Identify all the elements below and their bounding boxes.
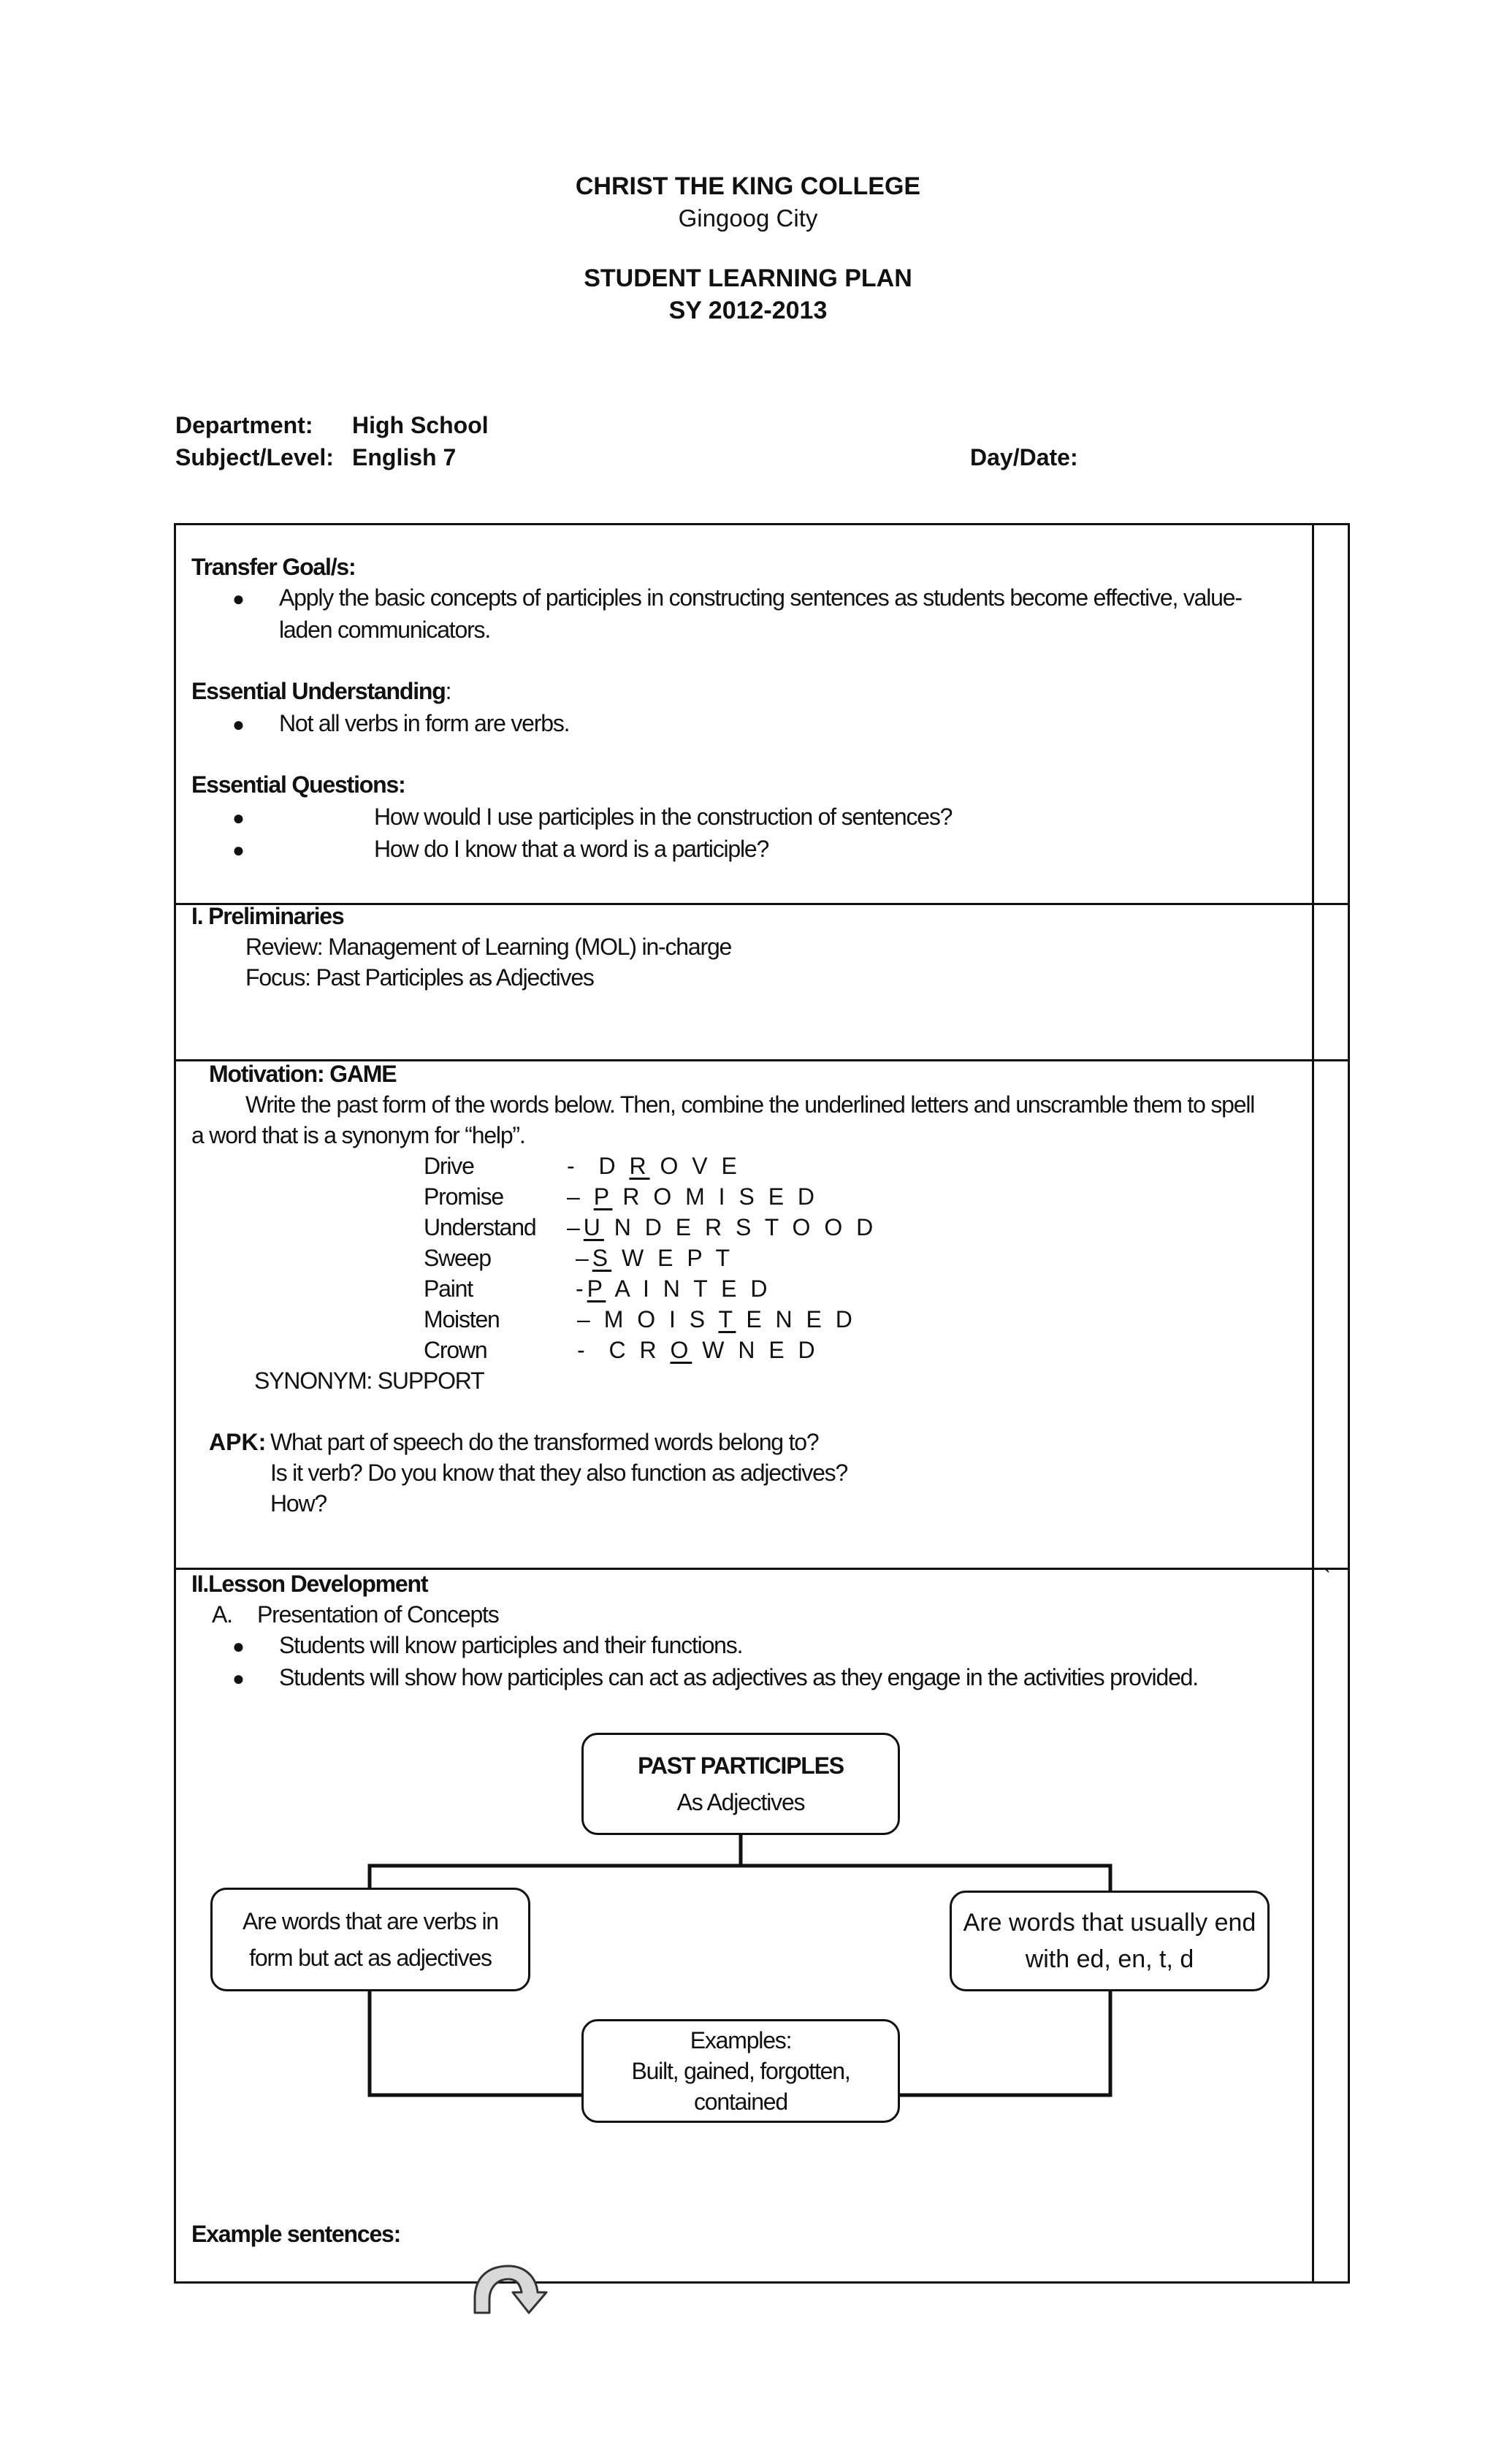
diagram-top-title: PAST PARTICIPLES [638,1752,844,1779]
answer-prefix: C R [608,1337,660,1363]
preliminaries-title: I. Preliminaries [191,903,344,929]
answer-underlined-letter: O [670,1337,692,1363]
apk-line-1: What part of speech do the transformed words belong to? [270,1429,819,1455]
game-separator: - [577,1337,589,1363]
curved-arrow-icon [468,2260,555,2319]
game-word-understand: Understand [424,1214,536,1240]
lesson-bullet-1: Students will know participles and their functions. [279,1632,743,1658]
essential-questions-title: Essential Questions: [191,771,405,798]
presentation-of-concepts-title: Presentation of Concepts [257,1601,499,1628]
bullet-icon: ● [232,1667,245,1690]
lesson-development-title: II.Lesson Development [191,1571,428,1597]
subsection-letter: A. [212,1601,232,1628]
diagram-examples-label: Examples: [690,2027,792,2053]
connector-left-to-examples [370,1988,583,2095]
game-separator: – [576,1245,592,1271]
diagram-box-past-participles [581,1733,900,1835]
game-word-crown: Crown [424,1337,487,1363]
motivation-instruction-line-1: Write the past form of the words below. Then, combine the underlined letters and unscramble them to spell [245,1091,1255,1118]
answer-underlined-letter: T [718,1306,736,1332]
diagram-examples-line-1: Built, gained, forgotten, [631,2058,850,2084]
daydate-label: Day/Date: [970,444,1078,470]
diagram-box-endings [950,1891,1270,1991]
game-word-sweep: Sweep [424,1245,491,1271]
game-word-drive: Drive [424,1153,474,1179]
answer-underlined-letter: P [593,1183,613,1210]
example-sentences-title: Example sentences: [191,2221,401,2247]
diagram-right-line-2: with ed, en, t, d [1025,1945,1194,1973]
subject-label: Subject/Level: [175,444,334,470]
side-column-mark: ` [1324,1566,1331,1590]
lesson-bullet-2: Students will show how participles can act as adjectives as they engage in the activities provided. [279,1664,1198,1690]
answer-suffix: O V E [660,1153,741,1179]
transfer-goals-title: Transfer Goal/s: [191,554,356,580]
answer-suffix: R O M I S E D [622,1183,819,1210]
diagram-right-line-1: Are words that usually end [963,1909,1256,1937]
college-city: Gingoog City [678,205,818,232]
motivation-instruction-line-2: a word that is a synonym for “help”. [191,1122,525,1148]
connector-right-to-examples [900,1990,1110,2095]
diagram-examples-line-2: contained [694,2089,787,2115]
game-separator: - [576,1275,587,1302]
essential-question-1: How would I use participles in the construction of sentences? [374,804,953,830]
game-word-promise: Promise [424,1183,503,1210]
essential-question-2: How do I know that a word is a participle? [374,836,769,862]
answer-underlined-letter: S [592,1245,612,1271]
synonym-answer: SYNONYM: SUPPORT [254,1368,484,1394]
game-separator: – [577,1306,594,1332]
transfer-goal-line-1: Apply the basic concepts of participles in constructing sentences as students become effective, value- [279,584,1242,611]
game-separator: – [567,1214,584,1240]
preliminaries-review: Review: Management of Learning (MOL) in-charge [245,934,732,960]
apk-line-2: Is it verb? Do you know that they also function as adjectives? [270,1460,848,1486]
bullet-icon: ● [232,713,245,736]
answer-suffix: E N E D [746,1306,856,1332]
apk-line-3: How? [270,1490,327,1517]
apk-label: APK: [209,1429,267,1455]
bullet-icon: ● [232,587,245,610]
motivation-title: Motivation: GAME [209,1061,397,1087]
diagram-box-examples [581,2019,900,2123]
essential-understanding-item: Not all verbs in form are verbs. [279,710,570,736]
answer-suffix: A I N T E D [614,1275,771,1302]
game-word-moisten: Moisten [424,1306,500,1332]
diagram-box-verbs-as-adjectives [210,1888,530,1991]
answer-prefix: D [598,1153,619,1179]
department-value: High School [352,412,489,438]
answer-underlined-letter: P [587,1275,606,1302]
answer-underlined-letter: R [629,1153,650,1179]
answer-suffix: W E P T [622,1245,733,1271]
game-separator: – [567,1183,584,1210]
answer-suffix: W N E D [702,1337,819,1363]
bullet-icon: ● [232,806,245,829]
bullet-icon: ● [232,839,245,861]
bullet-icon: ● [232,1635,245,1658]
plan-title: STUDENT LEARNING PLAN [584,264,912,292]
diagram-left-line-2: form but act as adjectives [249,1945,492,1971]
transfer-goal-line-2: laden communicators. [279,617,491,643]
answer-underlined-letter: U [583,1214,604,1240]
college-name: CHRIST THE KING COLLEGE [575,172,921,200]
subject-value: English 7 [352,444,457,470]
school-year: SY 2012-2013 [668,297,828,324]
game-separator: - [567,1153,579,1179]
diagram-left-line-1: Are words that are verbs in [243,1908,498,1934]
game-word-paint: Paint [424,1275,473,1302]
diagram-top-subtitle: As Adjectives [676,1789,805,1815]
answer-suffix: N D E R S T O O D [614,1214,877,1240]
answer-prefix: M O I S [603,1306,709,1332]
preliminaries-focus: Focus: Past Participles as Adjectives [245,964,594,991]
department-label: Department: [175,412,313,438]
essential-understanding-colon: : [445,678,452,704]
essential-understanding-title: Essential Understanding [191,678,446,704]
